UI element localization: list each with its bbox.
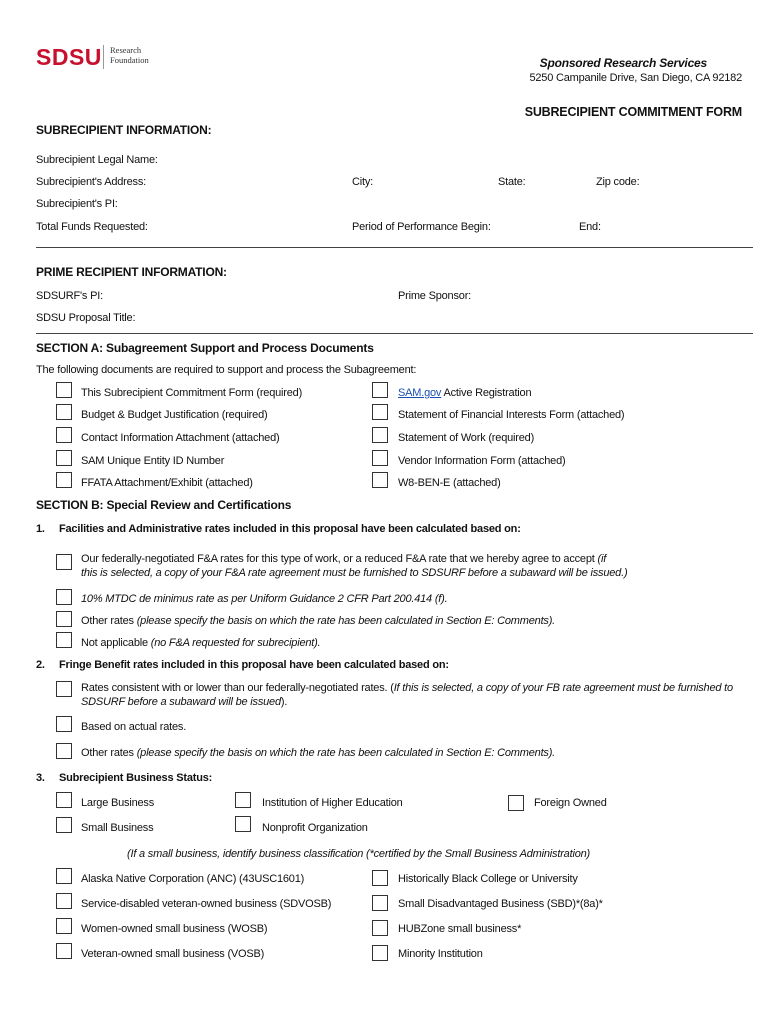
proposal-title-label: SDSU Proposal Title: bbox=[36, 312, 136, 324]
section-a-heading: SECTION A: Subagreement Support and Process Documents bbox=[36, 341, 374, 355]
org-address: 5250 Campanile Drive, San Diego, CA 92182 bbox=[529, 72, 742, 84]
q1-opt1-line2: this is selected, a copy of your F&A rate agreement must be furnished to SDSURF before a subaward will be issued.) bbox=[81, 567, 628, 579]
checkbox-ffata[interactable] bbox=[56, 472, 72, 488]
checkbox-fa-de-minimus[interactable] bbox=[56, 589, 72, 605]
form-title: SUBRECIPIENT COMMITMENT FORM bbox=[524, 105, 742, 119]
legal-name-label: Subrecipient Legal Name: bbox=[36, 154, 158, 166]
q1-opt2-label: 10% MTDC de minimus rate as per Uniform Guidance 2 CFR Part 200.414 (f). bbox=[81, 593, 448, 605]
checkbox-vendor-info[interactable] bbox=[372, 450, 388, 466]
q2-opt1-line1: Rates consistent with or lower than our federally-negotiated rates. (If this is selected, a copy of your FB rate agreement must be furnished to bbox=[81, 682, 733, 694]
doc-label: Vendor Information Form (attached) bbox=[398, 455, 566, 467]
checkbox-hbcu[interactable] bbox=[372, 870, 388, 886]
checkbox-contact-info[interactable] bbox=[56, 427, 72, 443]
doc-label: SAM Unique Entity ID Number bbox=[81, 455, 225, 467]
classification-label: Small Disadvantaged Business (SBD)*(8a)* bbox=[398, 898, 603, 910]
doc-label: FFATA Attachment/Exhibit (attached) bbox=[81, 477, 253, 489]
status-label: Foreign Owned bbox=[534, 797, 607, 809]
q2-opt2-label: Based on actual rates. bbox=[81, 721, 187, 733]
divider bbox=[36, 333, 753, 334]
prime-sponsor-label: Prime Sponsor: bbox=[398, 290, 472, 302]
checkbox-minority-institution[interactable] bbox=[372, 945, 388, 961]
question-number: 2. bbox=[36, 659, 45, 671]
sdsu-logo: SDSU bbox=[36, 44, 102, 70]
checkbox-higher-ed[interactable] bbox=[235, 792, 251, 808]
q2-label: Fringe Benefit rates included in this proposal have been calculated based on: bbox=[59, 659, 449, 671]
q1-label: Facilities and Administrative rates included in this proposal have been calculated based on: bbox=[59, 523, 521, 535]
doc-label: This Subrecipient Commitment Form (required) bbox=[81, 387, 303, 399]
status-label: Nonprofit Organization bbox=[262, 822, 368, 834]
state-label: State: bbox=[498, 176, 526, 188]
checkbox-foreign-owned[interactable] bbox=[508, 795, 524, 811]
q1-opt4-label: Not applicable (no F&A requested for subrecipient). bbox=[81, 637, 321, 649]
logo-divider bbox=[103, 45, 104, 69]
q2-opt3-label: Other rates (please specify the basis on which the rate has been calculated in Section E: Comments). bbox=[81, 747, 556, 759]
divider bbox=[36, 247, 753, 248]
sam-gov-link[interactable]: SAM.gov bbox=[398, 387, 442, 399]
checkbox-sdvosb[interactable] bbox=[56, 893, 72, 909]
logo-foundation: Foundation bbox=[110, 55, 149, 65]
section-a-intro: The following documents are required to support and process the Subagreement: bbox=[36, 364, 417, 376]
checkbox-fa-other[interactable] bbox=[56, 611, 72, 627]
checkbox-fb-other[interactable] bbox=[56, 743, 72, 759]
status-label: Institution of Higher Education bbox=[262, 797, 403, 809]
classification-label: Minority Institution bbox=[398, 948, 483, 960]
sam-registration-label: SAM.gov Active Registration bbox=[398, 387, 532, 399]
question-number: 1. bbox=[36, 523, 45, 535]
doc-label: W8-BEN-E (attached) bbox=[398, 477, 501, 489]
checkbox-fb-negotiated[interactable] bbox=[56, 681, 72, 697]
checkbox-financial-interests[interactable] bbox=[372, 404, 388, 420]
zip-label: Zip code: bbox=[596, 176, 640, 188]
doc-label: Budget & Budget Justification (required) bbox=[81, 409, 268, 421]
address-label: Subrecipient's Address: bbox=[36, 176, 147, 188]
classification-label: HUBZone small business* bbox=[398, 923, 522, 935]
period-begin-label: Period of Performance Begin: bbox=[352, 221, 491, 233]
doc-label: Statement of Work (required) bbox=[398, 432, 535, 444]
classification-label: Women-owned small business (WOSB) bbox=[81, 923, 268, 935]
status-label: Large Business bbox=[81, 797, 155, 809]
checkbox-small-business[interactable] bbox=[56, 817, 72, 833]
checkbox-sam-registration[interactable] bbox=[372, 382, 388, 398]
q3-label: Subrecipient Business Status: bbox=[59, 772, 213, 784]
checkbox-nonprofit[interactable] bbox=[235, 816, 251, 832]
checkbox-vosb[interactable] bbox=[56, 943, 72, 959]
checkbox-w8-ben-e[interactable] bbox=[372, 472, 388, 488]
checkbox-hubzone[interactable] bbox=[372, 920, 388, 936]
status-label: Small Business bbox=[81, 822, 154, 834]
classification-label: Service-disabled veteran-owned business (SDVOSB) bbox=[81, 898, 332, 910]
checkbox-budget[interactable] bbox=[56, 404, 72, 420]
checkbox-commitment-form[interactable] bbox=[56, 382, 72, 398]
end-label: End: bbox=[579, 221, 601, 233]
sub-pi-label: Subrecipient's PI: bbox=[36, 198, 118, 210]
subrecipient-heading: SUBRECIPIENT INFORMATION: bbox=[36, 123, 212, 137]
doc-label: Contact Information Attachment (attached) bbox=[81, 432, 280, 444]
checkbox-fa-negotiated[interactable] bbox=[56, 554, 72, 570]
q2-opt1-line2: SDSURF before a subaward will be issued). bbox=[81, 696, 288, 708]
checkbox-statement-of-work[interactable] bbox=[372, 427, 388, 443]
checkbox-wosb[interactable] bbox=[56, 918, 72, 934]
doc-label: Statement of Financial Interests Form (attached) bbox=[398, 409, 625, 421]
funds-label: Total Funds Requested: bbox=[36, 221, 148, 233]
checkbox-anc[interactable] bbox=[56, 868, 72, 884]
checkbox-large-business[interactable] bbox=[56, 792, 72, 808]
q1-opt1-line1: Our federally-negotiated F&A rates for this type of work, or a reduced F&A rate that we hereby agree to accept (if bbox=[81, 553, 607, 565]
city-label: City: bbox=[352, 176, 374, 188]
classification-label: Alaska Native Corporation (ANC) (43USC1601) bbox=[81, 873, 305, 885]
sdsurf-pi-label: SDSURF's PI: bbox=[36, 290, 103, 302]
classification-label: Veteran-owned small business (VOSB) bbox=[81, 948, 265, 960]
small-business-note: (If a small business, identify business classification (*certified by the Small Business Administration) bbox=[127, 848, 590, 860]
checkbox-sbd[interactable] bbox=[372, 895, 388, 911]
prime-heading: PRIME RECIPIENT INFORMATION: bbox=[36, 265, 227, 279]
q1-opt3-label: Other rates (please specify the basis on which the rate has been calculated in Section E: Comments). bbox=[81, 615, 556, 627]
question-number: 3. bbox=[36, 772, 45, 784]
classification-label: Historically Black College or University bbox=[398, 873, 578, 885]
org-name: Sponsored Research Services bbox=[539, 56, 707, 70]
checkbox-sam-uei[interactable] bbox=[56, 450, 72, 466]
section-b-heading: SECTION B: Special Review and Certifications bbox=[36, 498, 292, 512]
checkbox-fb-actual[interactable] bbox=[56, 716, 72, 732]
checkbox-fa-not-applicable[interactable] bbox=[56, 632, 72, 648]
logo-research: Research bbox=[110, 45, 142, 55]
